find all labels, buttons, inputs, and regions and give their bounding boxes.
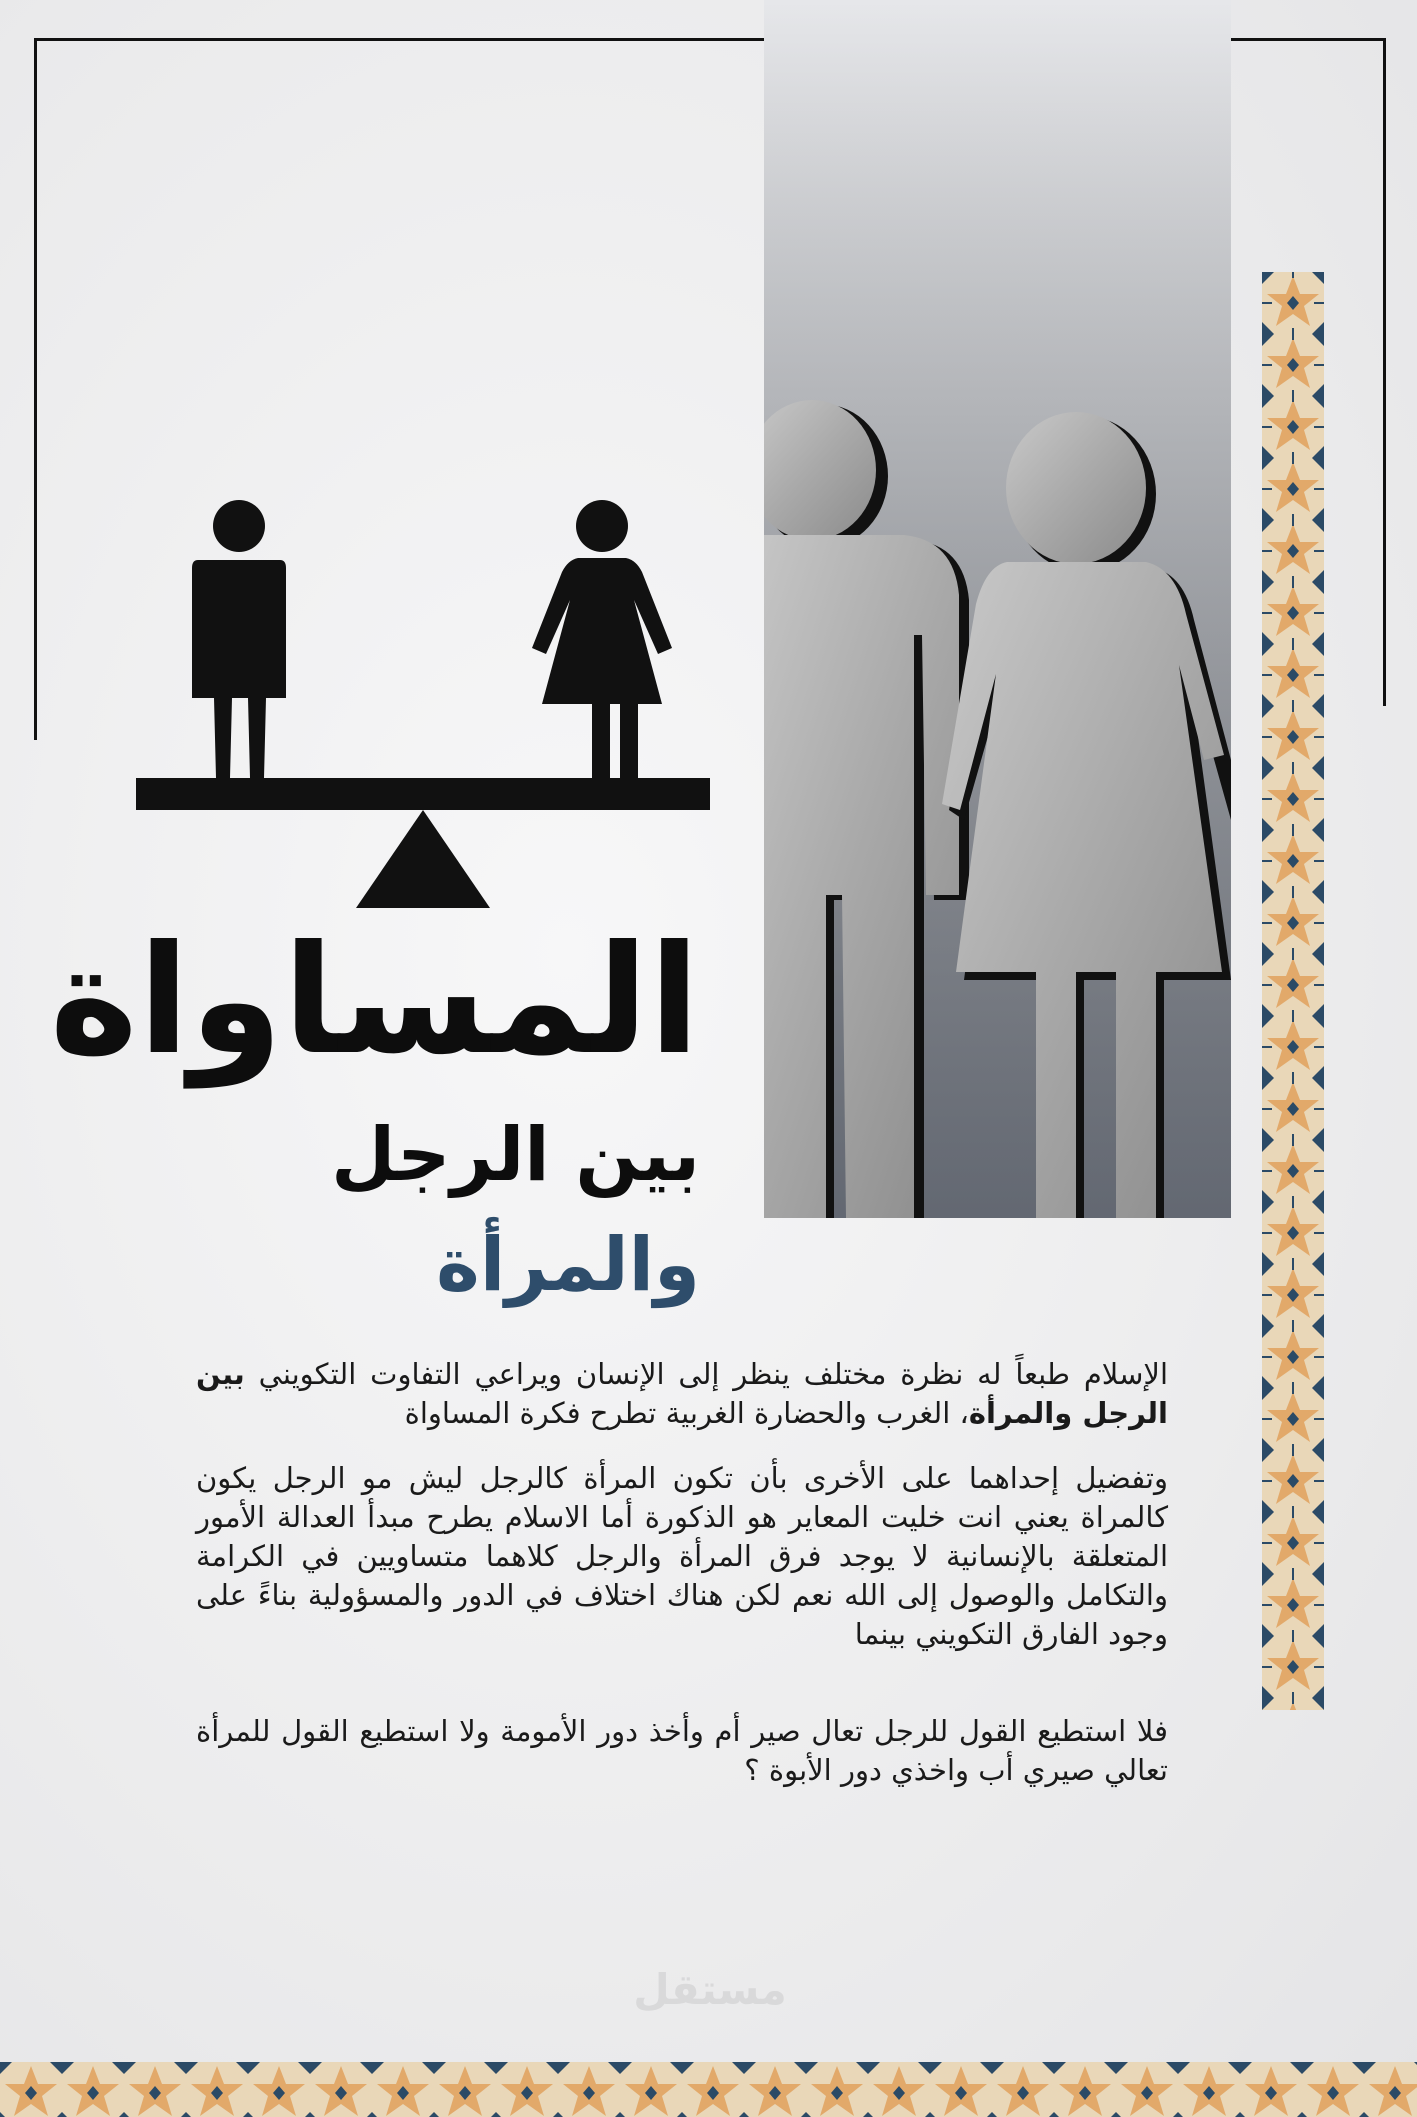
woman-icon <box>532 500 672 778</box>
balance-scale-icon <box>136 488 710 908</box>
subtitle-part-woman: والمرأة <box>436 1222 700 1308</box>
paragraph-3: فلا استطيع القول للرجل تعال صير أم وأخذ دور الأمومة ولا استطيع القول للمرأة تعالي صيري أب واخذي دور الأبوة ؟ <box>196 1714 1168 1787</box>
paragraph-1-emphasis: بين الرجل والمرأة <box>196 1357 1168 1430</box>
article-body <box>196 1355 1168 1816</box>
subtitle-part-between-man: بين الرجل <box>331 1112 700 1198</box>
title-main: المساواة <box>49 914 700 1088</box>
paragraph-2: وتفضيل إحداهما على الأخرى بأن تكون المرأة كالرجل ليش مو الرجل يكون كالمراة يعني انت خليت المعاير هو الذكورة أما الاسلام يطرح مبدأ العدالة الأمور المتعلقة بالإنسانية لا يوجد فرق المرأة والرجل كلاهما متساويين في الكرامة والتكامل والوصول إلى الله نعم لكن هناك اختلاف في الدور والمسؤولية بناءً على وجود الفارق التكويني بينما <box>196 1461 1168 1651</box>
title-subtitle <box>160 1100 700 1308</box>
scale-beam <box>136 778 710 810</box>
frame-line-right <box>1383 38 1386 706</box>
man-icon <box>192 500 286 778</box>
restroom-figures-photo <box>764 0 1231 1218</box>
fulcrum-triangle-icon <box>356 810 490 908</box>
paragraph-1 <box>196 1355 1168 1433</box>
frame-line-left <box>34 38 37 740</box>
paragraph-1-outro: ، الغرب والحضارة الغربية تطرح فكرة المساواة <box>404 1396 969 1430</box>
paragraph-1-intro: الإسلام طبعاً له نظرة مختلف ينظر إلى الإنسان ويراعي التفاوت التكويني <box>258 1357 1168 1391</box>
islamic-pattern-strip <box>1262 272 1324 1710</box>
watermark-logo: مستقل <box>633 1965 787 2014</box>
islamic-pattern-band-bottom <box>0 2062 1417 2117</box>
